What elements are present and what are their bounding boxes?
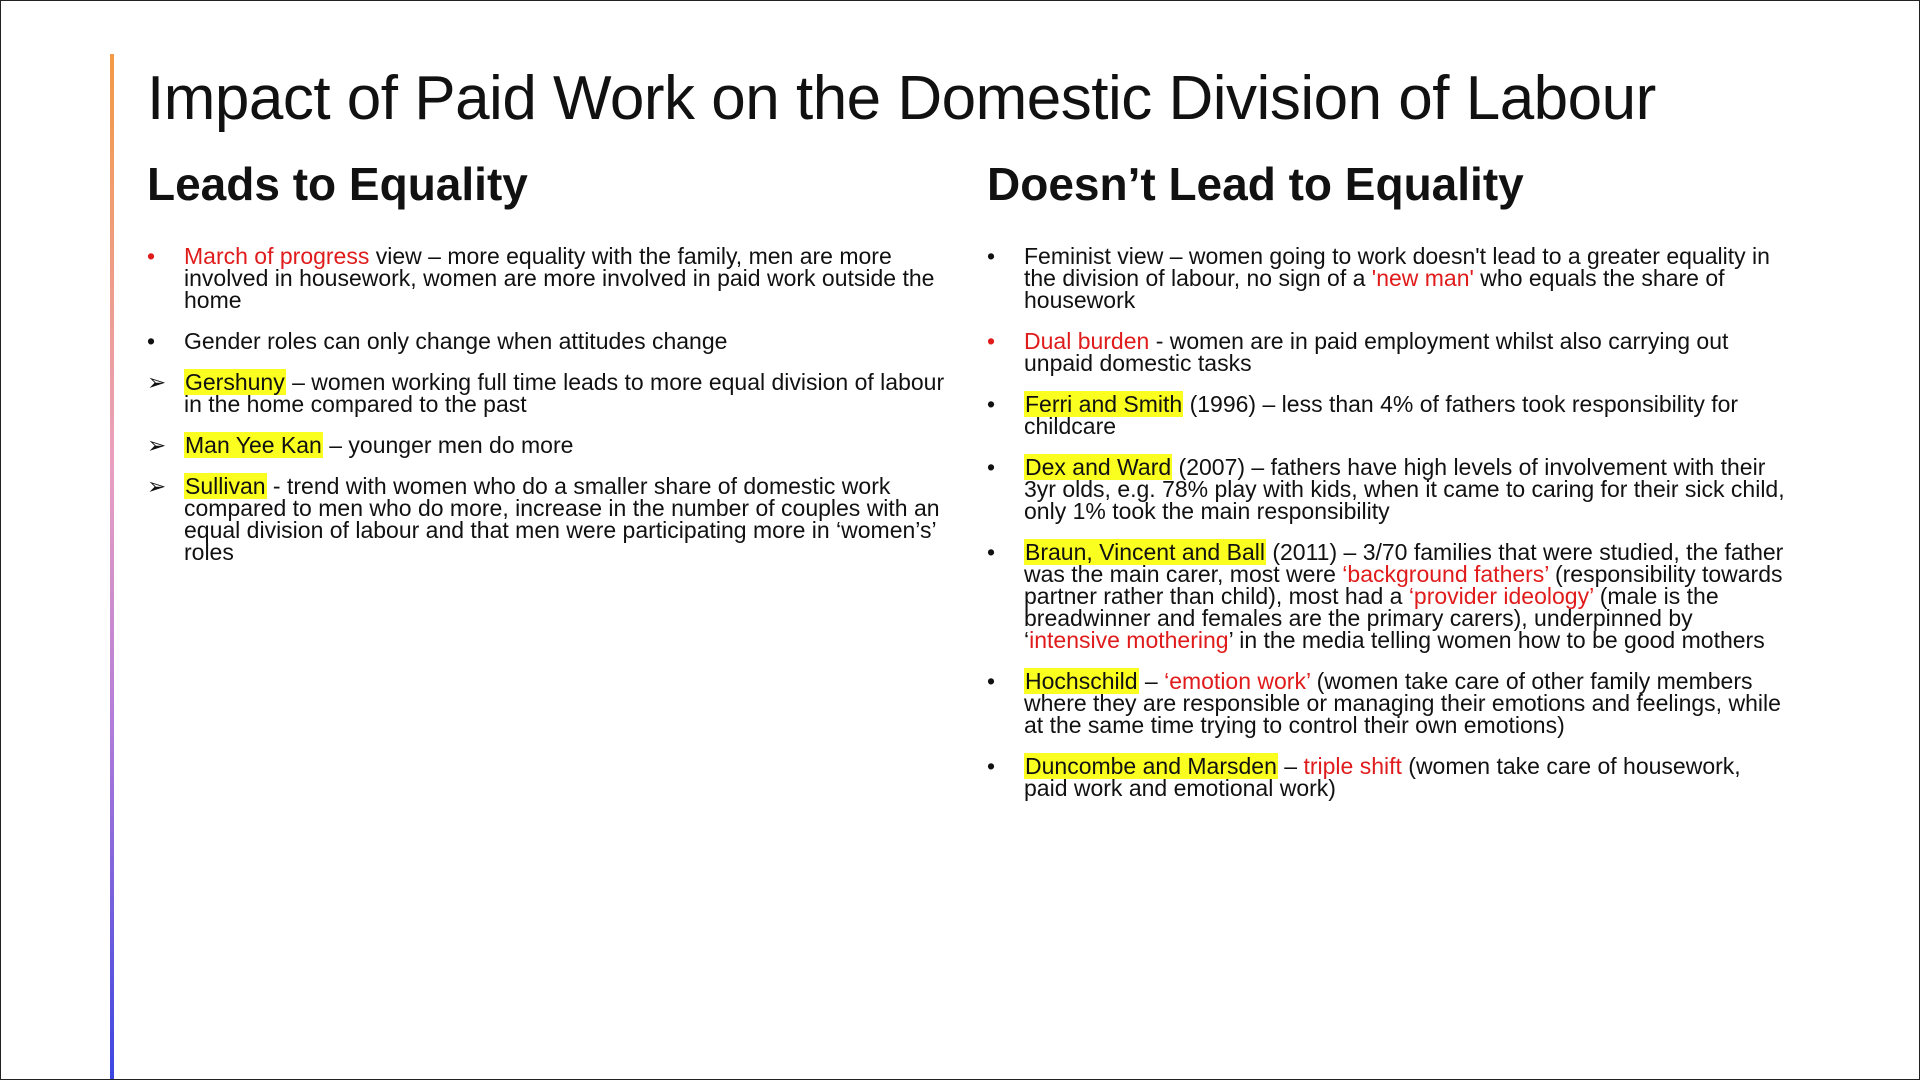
- body-text: view – more equality with the family, men are more involved in housework, women are more involved in paid work outside the home: [184, 243, 935, 313]
- left-list: [147, 245, 947, 563]
- highlighted-researcher: Dex and Ward: [1025, 454, 1172, 480]
- body-text: (women take care of other family members where they are responsible or managing their emotions and feelings, while at the same time trying to control their own emotions): [1024, 668, 1781, 738]
- list-item: [987, 541, 1787, 651]
- list-item: [147, 475, 947, 563]
- list-item: [987, 245, 1787, 311]
- body-text: –: [1138, 668, 1165, 694]
- right-column: [987, 157, 1787, 818]
- body-text: - women are in paid employment whilst also carrying out unpaid domestic tasks: [1024, 328, 1729, 376]
- key-term: 'new man': [1371, 265, 1474, 291]
- list-item: [987, 330, 1787, 374]
- key-term: ‘provider ideology’: [1408, 583, 1594, 609]
- highlighted-researcher: Gershuny: [185, 369, 285, 395]
- left-heading: Leads to Equality: [147, 158, 528, 210]
- list-item: [147, 330, 947, 352]
- bullet-icon: •: [987, 243, 996, 269]
- body-text: (2007) – fathers have high levels of involvement with their 3yr olds, e.g. 78% play with kids, when it came to caring for their sick child, only 1% took the main responsibility: [1024, 454, 1785, 524]
- body-text: (2011) – 3/70 families that were studied, the father was the main carer, most were: [1024, 539, 1784, 587]
- list-item: [987, 393, 1787, 437]
- slide-title: Impact of Paid Work on the Domestic Division of Labour: [147, 64, 1656, 133]
- highlighted-researcher: Ferri and Smith: [1025, 391, 1183, 417]
- body-text: Gender roles can only change when attitudes change: [184, 328, 728, 354]
- body-text: – younger men do more: [322, 432, 574, 458]
- left-column: [147, 157, 947, 582]
- highlighted-researcher: Sullivan: [185, 473, 266, 499]
- bullet-icon: •: [987, 668, 996, 694]
- bullet-icon: •: [987, 454, 996, 480]
- arrow-bullet-icon: ➢: [147, 473, 167, 499]
- body-text: (male is the breadwinner and females are the primary carers), underpinned by ‘: [1024, 583, 1719, 653]
- highlighted-researcher: Duncombe and Marsden: [1025, 753, 1277, 779]
- body-text: –: [1277, 753, 1304, 779]
- list-item: [147, 434, 947, 456]
- arrow-bullet-icon: ➢: [147, 369, 167, 395]
- right-list: [987, 245, 1787, 799]
- highlighted-researcher: Man Yee Kan: [185, 432, 322, 458]
- list-item: [147, 371, 947, 415]
- highlighted-researcher: Hochschild: [1025, 668, 1138, 694]
- bullet-icon: •: [987, 539, 996, 565]
- body-text: (1996) – less than 4% of fathers took responsibility for childcare: [1024, 391, 1739, 439]
- bullet-icon: •: [987, 328, 996, 354]
- key-term: ‘emotion work’: [1164, 668, 1311, 694]
- accent-bar: [110, 54, 114, 1080]
- body-text: ’ in the media telling women how to be good mothers: [1228, 627, 1765, 653]
- list-item: [987, 755, 1787, 799]
- key-term: triple shift: [1303, 753, 1402, 779]
- body-text: (women take care of housework, paid work and emotional work): [1024, 753, 1741, 801]
- body-text: - trend with women who do a smaller share of domestic work compared to men who do more, increase in the number of couples with an equal division of labour and that men were participating more in ‘women’s’ roles: [184, 473, 940, 565]
- arrow-bullet-icon: ➢: [147, 432, 167, 458]
- right-heading: Doesn’t Lead to Equality: [987, 158, 1524, 210]
- body-text: Feminist view – women going to work doesn't lead to a greater equality in the division of labour, no sign of a: [1024, 243, 1770, 291]
- body-text: (responsibility towards partner rather than child), most had a: [1024, 561, 1783, 609]
- bullet-icon: •: [147, 328, 156, 354]
- key-term: intensive mothering: [1029, 627, 1229, 653]
- bullet-icon: •: [987, 753, 996, 779]
- list-item: [987, 670, 1787, 736]
- highlighted-researcher: Braun, Vincent and Ball: [1025, 539, 1265, 565]
- body-text: who equals the share of housework: [1024, 265, 1725, 313]
- bullet-icon: •: [147, 243, 156, 269]
- key-term: Dual burden: [1024, 328, 1150, 354]
- bullet-icon: •: [987, 391, 996, 417]
- key-term: March of progress: [184, 243, 370, 269]
- key-term: ‘background fathers’: [1342, 561, 1549, 587]
- list-item: [147, 245, 947, 311]
- body-text: – women working full time leads to more equal division of labour in the home compared to the past: [184, 369, 945, 417]
- list-item: [987, 456, 1787, 522]
